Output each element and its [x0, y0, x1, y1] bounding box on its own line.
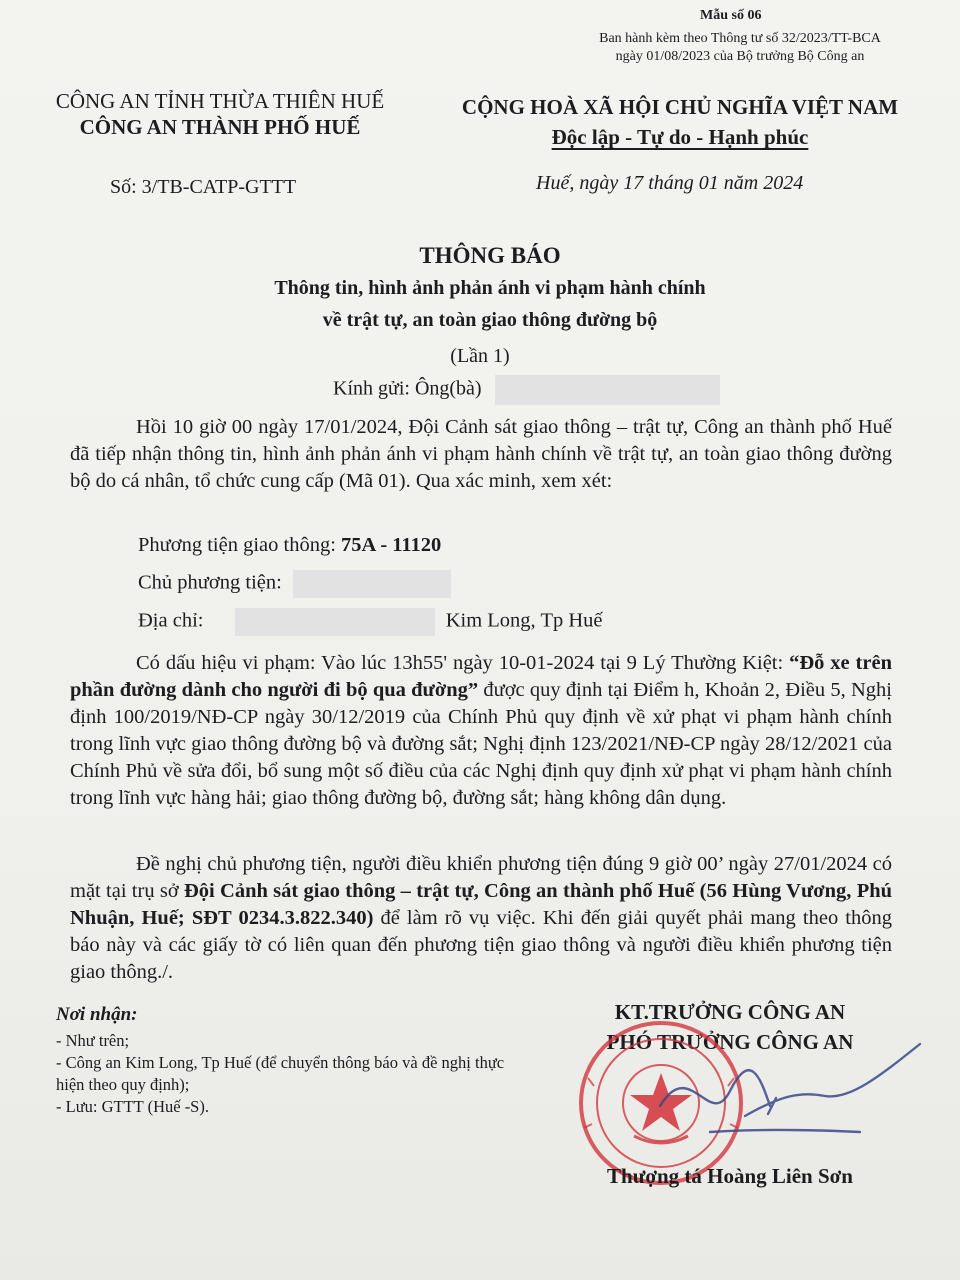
document-title — [100, 240, 880, 336]
form-basis-line-1: Ban hành kèm theo Thông tư số 32/2023/TT-BCA — [599, 31, 881, 46]
request-rest: để làm rõ vụ việc. Khi đến giải quyết phải mang theo thông báo này và các giấy tờ có liên quan đến phương tiện giao thông và người điều khiển phương tiện giao thông./. — [70, 907, 892, 983]
national-motto: Độc lập - Tự do - Hạnh phúc — [551, 125, 809, 149]
address-value: Kim Long, Tp Huế — [445, 609, 603, 632]
paragraph-violation — [70, 650, 892, 812]
country-name: CỘNG HOÀ XÃ HỘI CHỦ NGHĨA VIỆT NAM — [461, 95, 899, 119]
form-number: Mẫu số 06 — [700, 8, 762, 23]
document-number: Số: 3/TB-CATP-GTTT — [110, 176, 297, 198]
request-office: Đội Cảnh sát giao thông – trật tự, Công an thành phố Huế (56 Hùng Vương, Phú Nhuận, Huế; SĐT 0234.3.822.340) — [70, 880, 893, 929]
recipient-label: Kính gửi: Ông(bà) — [333, 377, 482, 400]
recipients-list — [56, 1004, 516, 1118]
title-sub-1: Thông tin, hình ảnh phản ánh vi phạm hành chính — [274, 277, 706, 299]
title-sub-2: về trật tự, an toàn giao thông đường bộ — [322, 309, 658, 331]
recipient-item: - Công an Kim Long, Tp Huế (để chuyển thông báo và đề nghị thực hiện theo quy định); — [56, 1053, 505, 1094]
violation-description: “Đỗ xe trên phần đường dành cho người đi bộ qua đường” — [70, 652, 892, 701]
recipient-item: - Như trên; — [56, 1031, 130, 1050]
form-basis-line-2: ngày 01/08/2023 của Bộ trưởng Bộ Công an — [615, 49, 865, 64]
signature-title-line-1: KT.TRƯỞNG CÔNG AN — [614, 1000, 846, 1024]
recipient-item: - Lưu: GTTT (Huế -S). — [56, 1097, 209, 1116]
issuing-agency — [20, 88, 420, 140]
violation-lead: Có dấu hiệu vi phạm: Vào lúc 13h55' ngày 10-01-2024 tại 9 Lý Thường Kiệt: — [136, 652, 784, 674]
redacted-address — [235, 608, 435, 636]
owner-field — [138, 570, 451, 598]
address-field — [138, 608, 603, 636]
redacted-name — [495, 375, 720, 405]
signer-name: Thượng tá Hoàng Liên Sơn — [607, 1164, 853, 1188]
form-legal-basis — [560, 30, 920, 66]
redacted-owner — [293, 570, 451, 598]
occurrence-number: (Lần 1) — [450, 345, 510, 367]
violation-legal-basis: được quy định tại Điểm h, Khoản 2, Điều 5, Nghị định 100/2019/NĐ-CP ngày 30/12/2019 của Chính Phủ quy định về xử phạt vi phạm hành chính trong lĩnh vực giao thông đường bộ và đường sắt; Nghị định 123/2021/NĐ-CP ngày 28/12/2021 của Chính Phủ về sửa đổi, bổ sung một số điều của các Nghị định quy định xử phạt vi phạm hành chính trong lĩnh vực hàng hải; giao thông đường bộ, đường sắt; hàng không dân dụng. — [70, 679, 892, 809]
vehicle-label: Phương tiện giao thông: — [138, 534, 336, 556]
paragraph-request — [70, 851, 892, 986]
recipients-heading: Nơi nhận: — [56, 1004, 138, 1025]
request-lead: Đề nghị chủ phương tiện, người điều khiển phương tiện đúng 9 giờ 00’ ngày 27/01/2024 có mặt tại trụ sở — [70, 853, 892, 902]
vehicle-field — [138, 534, 441, 557]
recipient-line — [333, 375, 720, 405]
parent-agency: CÔNG AN TỈNH THỪA THIÊN HUẾ — [55, 89, 385, 113]
title-main: THÔNG BÁO — [419, 243, 561, 268]
paragraph-intro-text: Hồi 10 giờ 00 ngày 17/01/2024, Đội Cảnh sát giao thông – trật tự, Công an thành phố Huế đã tiếp nhận thông tin, hình ảnh phản ánh vi phạm hành chính về trật tự, an toàn giao thông đường bộ do cá nhân, tổ chức cung cấp (Mã 01). Qua xác minh, xem xét: — [70, 416, 892, 492]
signature-title-line-2: PHÓ TRƯỞNG CÔNG AN — [606, 1030, 854, 1054]
place-and-date: Huế, ngày 17 tháng 01 năm 2024 — [536, 172, 804, 194]
paragraph-intro — [70, 414, 892, 495]
issuing-unit: CÔNG AN THÀNH PHỐ HUẾ — [79, 115, 361, 139]
owner-label: Chủ phương tiện: — [138, 571, 282, 594]
address-label: Địa chỉ: — [138, 609, 204, 632]
national-header — [440, 92, 920, 152]
handwritten-signature-icon — [650, 1036, 940, 1146]
vehicle-plate: 75A - 11120 — [341, 534, 442, 556]
